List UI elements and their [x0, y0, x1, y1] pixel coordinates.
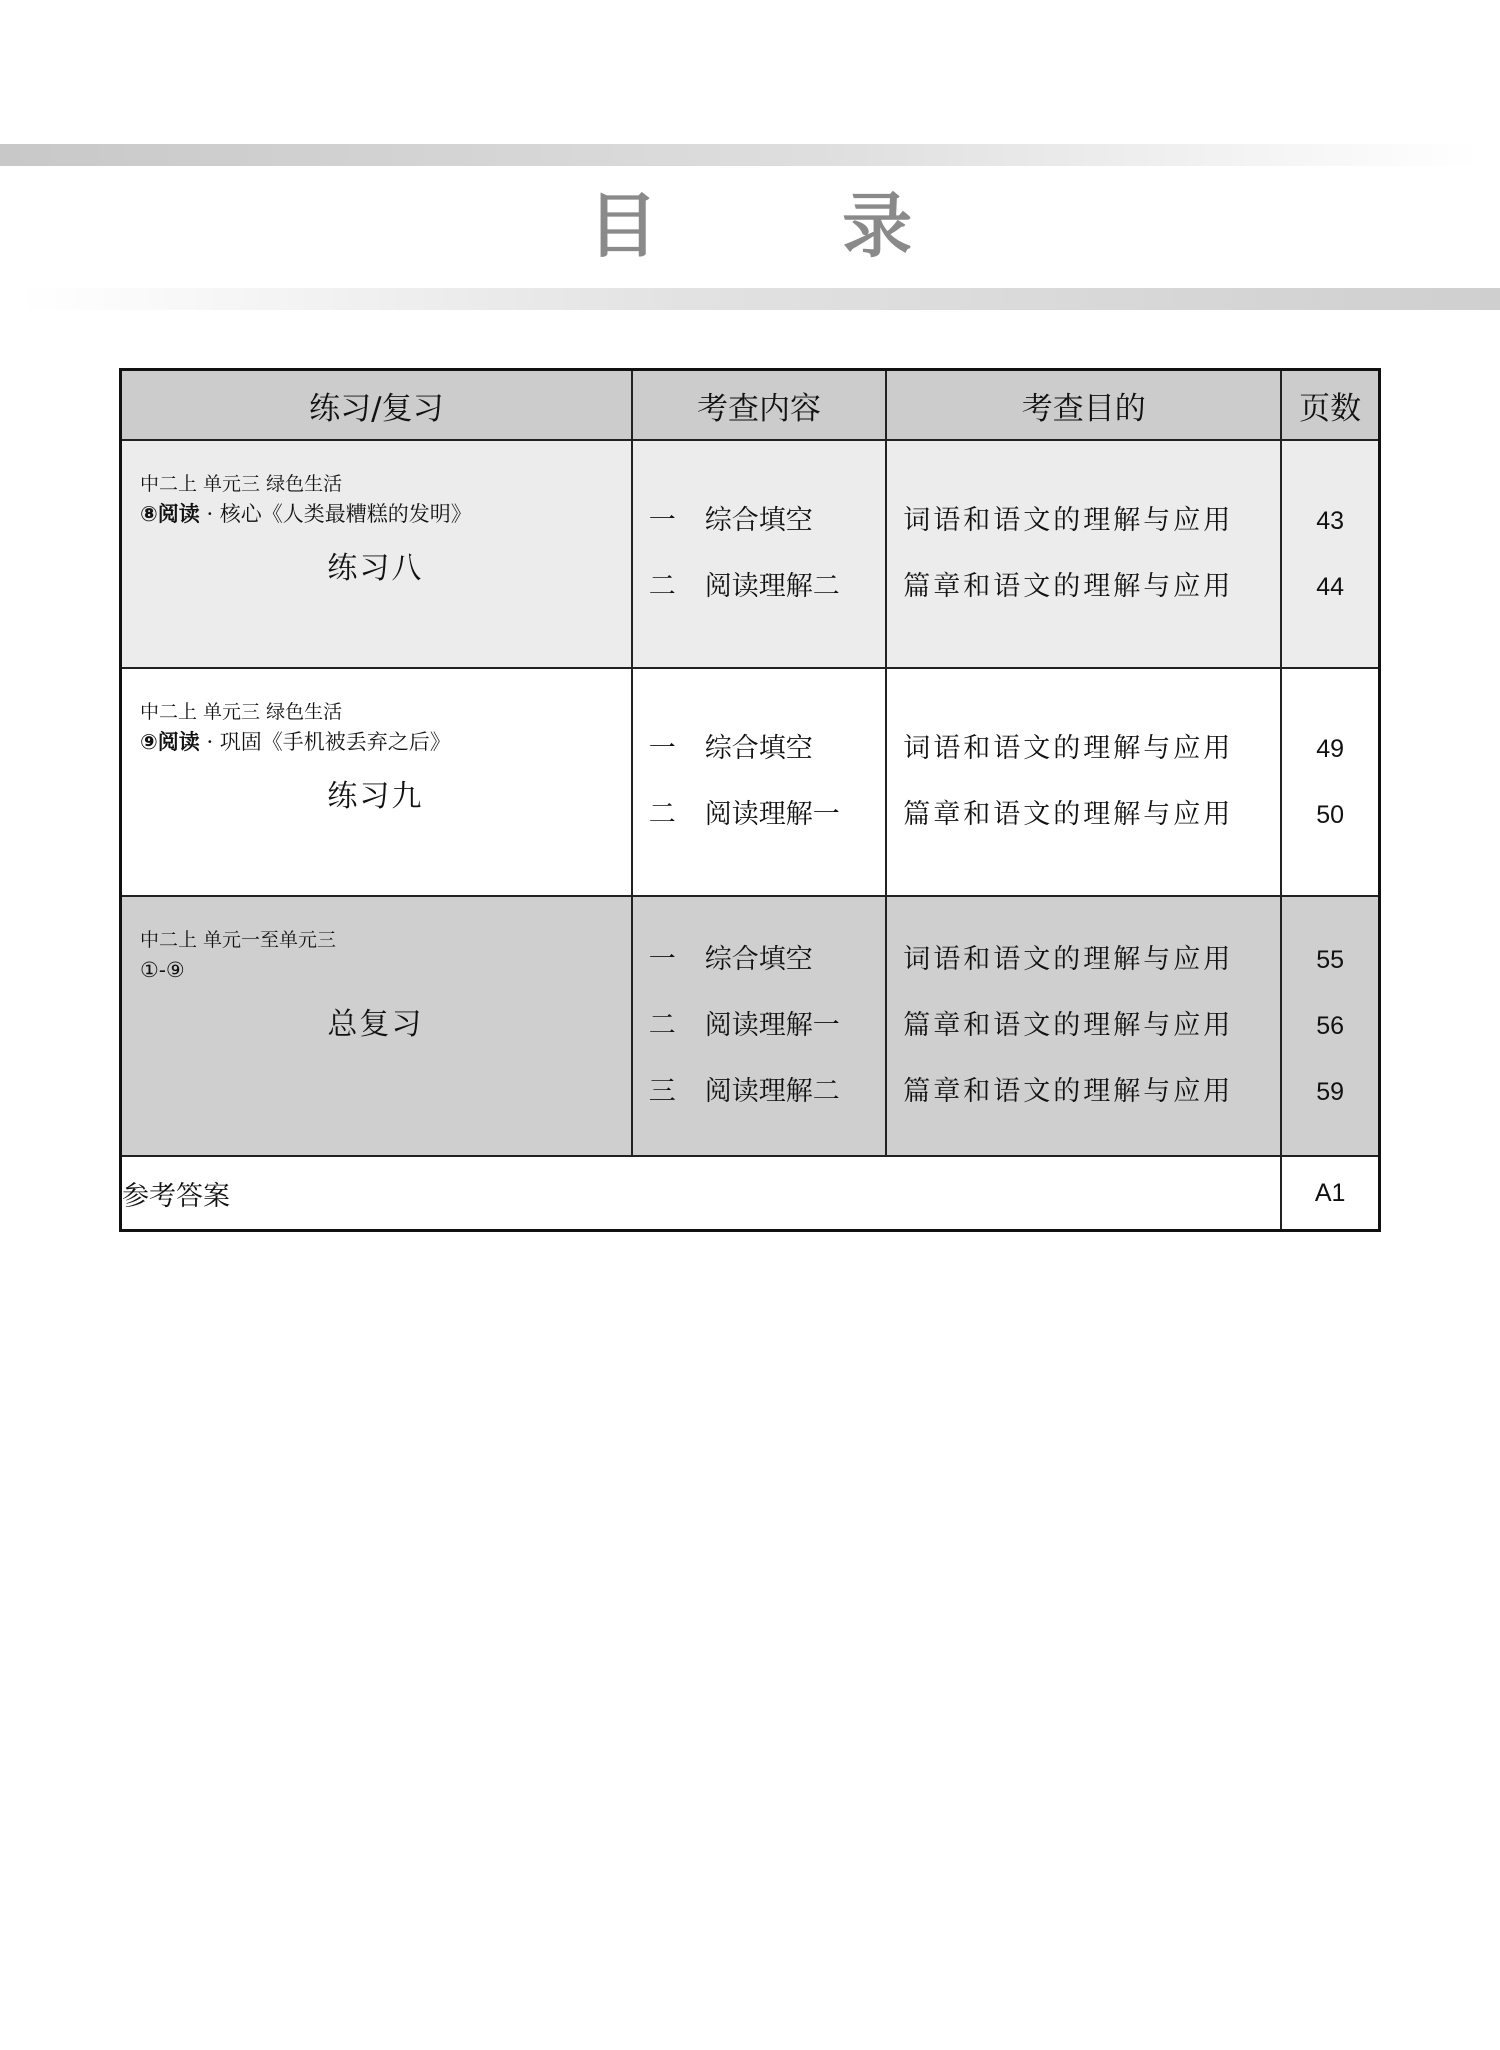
content-item: [633, 488, 886, 554]
lesson-name: 练习八: [327, 551, 424, 586]
lesson-unit: 中二上 单元三 绿色生活: [140, 473, 343, 495]
item-number: 二: [648, 571, 676, 602]
contents-table: [119, 368, 1381, 1232]
item-goal: 篇章和语文的理解与应用: [903, 571, 1234, 602]
lesson-unit: 中二上 单元三 绿色生活: [140, 701, 343, 723]
item-goal: 词语和语文的理解与应用: [903, 944, 1234, 975]
header-page: 页数: [1281, 370, 1379, 441]
section-row: [121, 896, 1380, 1156]
lesson-cell[interactable]: [121, 896, 632, 1156]
page-cell: [1281, 668, 1379, 896]
goal-cell: [886, 896, 1281, 1156]
item-number: 一: [648, 733, 676, 764]
item-content: 综合填空: [704, 944, 813, 975]
lesson-reading: [140, 727, 631, 757]
header-row: [121, 370, 1380, 441]
lesson-cell[interactable]: [121, 440, 632, 668]
item-content: 阅读理解二: [704, 571, 840, 602]
item-number: 一: [648, 505, 676, 536]
item-content: 综合填空: [704, 733, 813, 764]
answers-row[interactable]: [121, 1156, 1380, 1231]
header-exercise: 练习/复习: [121, 370, 632, 441]
item-goal: 篇章和语文的理解与应用: [903, 799, 1234, 830]
content-item: [633, 716, 886, 782]
content-item: [633, 782, 886, 848]
item-goal: 篇章和语文的理解与应用: [903, 1010, 1234, 1041]
page-number[interactable]: 43: [1316, 507, 1345, 535]
content-cell: [632, 668, 887, 896]
page-number[interactable]: 55: [1316, 946, 1345, 974]
page-cell: [1281, 896, 1379, 1156]
item-content: 阅读理解二: [704, 1076, 840, 1107]
item-number: 二: [648, 1010, 676, 1041]
reading-title: · 巩固《手机被丢弃之后》: [199, 730, 451, 754]
page-cell: [1281, 440, 1379, 668]
content-cell: [632, 896, 887, 1156]
reading-title: · 核心《人类最糟糕的发明》: [199, 502, 472, 526]
item-number: 一: [648, 944, 676, 975]
page-number[interactable]: 49: [1316, 735, 1345, 763]
lesson-unit: 中二上 单元一至单元三: [140, 929, 337, 951]
lesson-cell[interactable]: [121, 668, 632, 896]
item-content: 综合填空: [704, 505, 813, 536]
page-number[interactable]: 59: [1316, 1078, 1345, 1106]
item-number: 三: [648, 1076, 676, 1107]
page-number[interactable]: 50: [1316, 801, 1345, 829]
section-row: [121, 668, 1380, 896]
answers-page[interactable]: A1: [1281, 1156, 1379, 1231]
content-item: [633, 1059, 886, 1125]
item-goal: 词语和语文的理解与应用: [903, 733, 1234, 764]
item-content: 阅读理解一: [704, 799, 840, 830]
header-content: 考查内容: [632, 370, 887, 441]
lesson-name: 练习九: [327, 779, 424, 814]
reading-number: ⑨阅读: [140, 730, 200, 754]
lesson-reading: [140, 499, 631, 529]
section-row: [121, 440, 1380, 668]
header-band-top: [0, 144, 1480, 166]
content-item: [633, 554, 886, 620]
item-number: 二: [648, 799, 676, 830]
goal-cell: [886, 440, 1281, 668]
item-goal: 词语和语文的理解与应用: [903, 505, 1234, 536]
item-goal: 篇章和语文的理解与应用: [903, 1076, 1234, 1107]
content-item: [633, 927, 886, 993]
lesson-reading: [140, 955, 631, 985]
lesson-name: 总复习: [327, 1007, 424, 1042]
content-cell: [632, 440, 887, 668]
header-band-bottom: [20, 288, 1500, 310]
item-content: 阅读理解一: [704, 1010, 840, 1041]
reading-title: ①-⑨: [140, 958, 185, 982]
page-number[interactable]: 56: [1316, 1012, 1345, 1040]
reading-number: ⑧阅读: [140, 502, 200, 526]
content-item: [633, 993, 886, 1059]
header-goal: 考查目的: [886, 370, 1281, 441]
answers-label: 参考答案: [121, 1156, 1282, 1231]
page-number[interactable]: 44: [1316, 573, 1345, 601]
page-title: 目 录: [587, 185, 993, 267]
goal-cell: [886, 668, 1281, 896]
